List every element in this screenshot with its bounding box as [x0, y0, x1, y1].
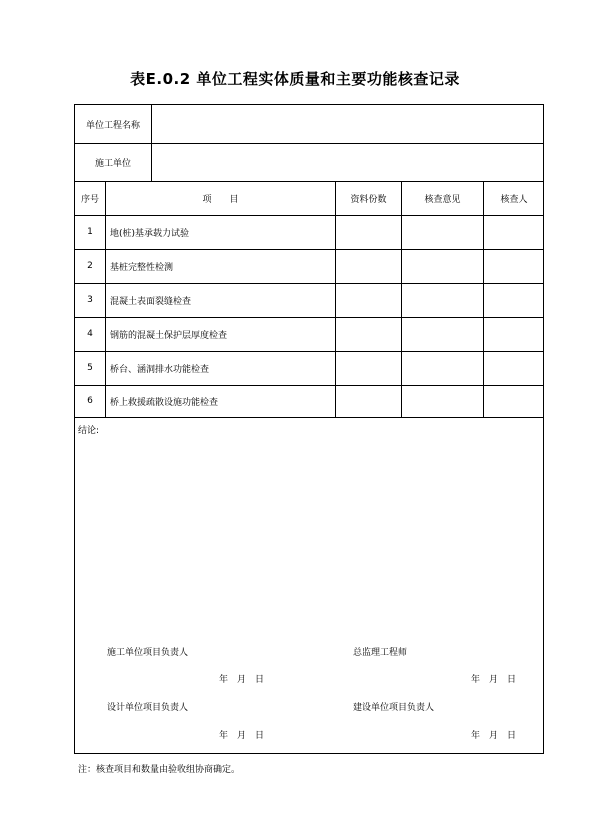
row-opinion-field[interactable] — [402, 385, 483, 417]
column-header-docs: 资料份数 — [350, 194, 387, 205]
row-checker-field[interactable] — [484, 249, 544, 283]
column-header-opinion: 核查意见 — [424, 194, 461, 205]
row-number: 4 — [87, 329, 93, 339]
page-title: 表E.0.2 单位工程实体质量和主要功能核查记录 — [130, 70, 460, 88]
row-opinion-field[interactable] — [402, 249, 483, 283]
constructor-field[interactable] — [152, 143, 544, 181]
row-docs-field[interactable] — [336, 283, 401, 317]
footnote: 注：核查项目和数量由验收组协商确定。 — [78, 765, 241, 775]
designer-manager-label: 设计单位项目负责人 — [107, 703, 189, 713]
column-header-checker: 核查人 — [500, 194, 528, 205]
row-checker-field[interactable] — [484, 215, 544, 249]
owner-manager-label: 建设单位项目负责人 — [353, 703, 435, 713]
row-checker-field[interactable] — [484, 351, 544, 385]
row-item: 桥台、涵洞排水功能检查 — [110, 364, 210, 375]
row-opinion-field[interactable] — [402, 283, 483, 317]
row-item: 混凝土表面裂缝检查 — [110, 296, 192, 307]
project-name-label: 单位工程名称 — [85, 120, 140, 131]
row-opinion-field[interactable] — [402, 351, 483, 385]
constructor-manager-label: 施工单位项目负责人 — [107, 648, 189, 658]
column-header-no: 序号 — [80, 194, 99, 205]
row-number: 3 — [87, 295, 93, 305]
designer-date: 年 月 日 — [219, 731, 265, 741]
row-number: 6 — [87, 396, 93, 406]
project-name-field[interactable] — [152, 105, 544, 143]
row-docs-field[interactable] — [336, 215, 401, 249]
row-number: 5 — [87, 363, 93, 373]
column-header-item: 项 目 — [202, 194, 239, 205]
row-item: 地(桩)基承载力试验 — [110, 228, 190, 239]
row-number: 2 — [87, 261, 93, 271]
row-docs-field[interactable] — [336, 249, 401, 283]
row-item: 基桩完整性检测 — [110, 262, 174, 273]
row-divider — [75, 417, 543, 418]
constructor-date: 年 月 日 — [219, 675, 265, 685]
row-number: 1 — [87, 227, 93, 237]
row-opinion-field[interactable] — [402, 215, 483, 249]
constructor-label: 施工单位 — [94, 158, 131, 169]
row-docs-field[interactable] — [336, 385, 401, 417]
row-docs-field[interactable] — [336, 317, 401, 351]
chief-supervisor-label: 总监理工程师 — [353, 648, 408, 658]
row-checker-field[interactable] — [484, 317, 544, 351]
row-item: 桥上救援疏散设施功能检查 — [110, 397, 219, 408]
row-checker-field[interactable] — [484, 385, 544, 417]
row-opinion-field[interactable] — [402, 317, 483, 351]
row-docs-field[interactable] — [336, 351, 401, 385]
row-checker-field[interactable] — [484, 283, 544, 317]
owner-date: 年 月 日 — [471, 731, 517, 741]
row-item: 钢筋的混凝土保护层厚度检查 — [110, 330, 228, 341]
conclusion-label: 结论: — [78, 426, 100, 436]
verification-form — [74, 104, 544, 754]
supervisor-date: 年 月 日 — [471, 675, 517, 685]
